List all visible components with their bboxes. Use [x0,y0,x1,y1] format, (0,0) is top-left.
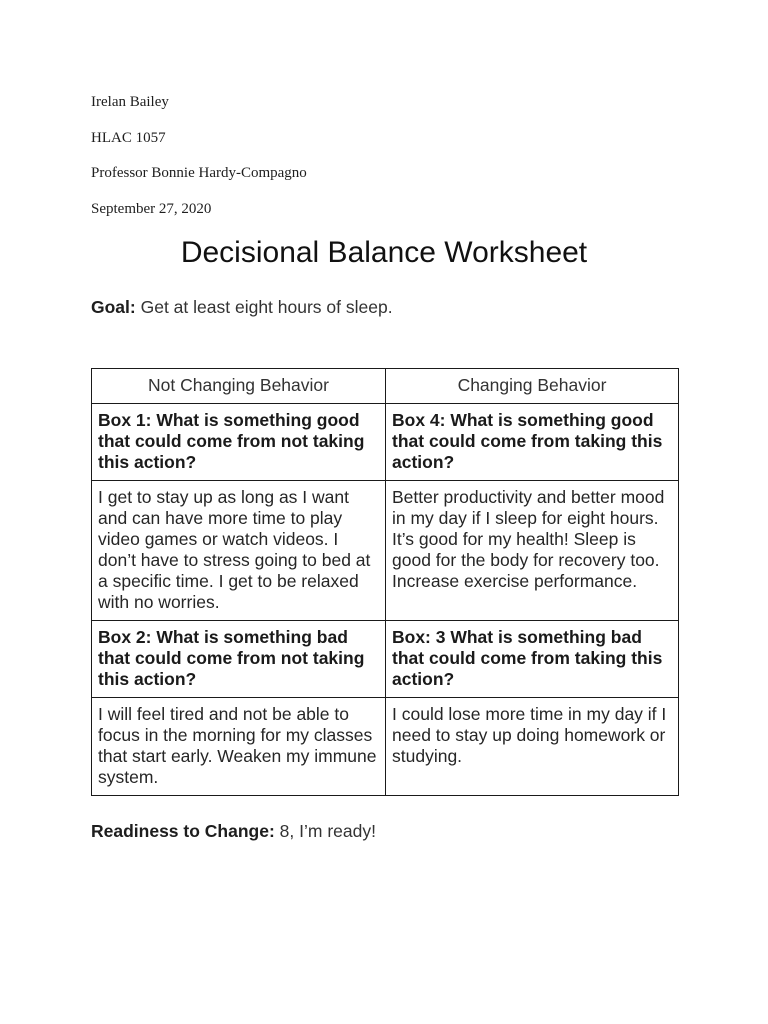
table-header-row [92,369,679,404]
column-header-not-changing: Not Changing Behavior [92,369,386,404]
readiness-text: 8, I’m ready! [279,821,376,841]
page-title: Decisional Balance Worksheet [180,236,588,269]
box2-question: Box 2: What is something bad that could come from not taking this action? [92,621,386,698]
professor-name: Professor Bonnie Hardy-Compagno [91,165,307,181]
table-row-bad-answers [92,698,679,796]
goal-text: Get at least eight hours of sleep. [140,297,393,317]
document-header [91,92,307,234]
table-row-bad-questions [92,621,679,698]
table-row-good-answers [92,481,679,621]
readiness-label: Readiness to Change: [91,821,275,841]
column-header-changing: Changing Behavior [386,369,679,404]
decisional-balance-table [91,368,679,796]
box4-question: Box 4: What is something good that could come from taking this action? [386,404,679,481]
box3-answer: I could lose more time in my day if I need to stay up doing homework or studying. [386,698,679,796]
course-code: HLAC 1057 [91,129,166,146]
goal-label: Goal: [91,297,136,317]
box1-question: Box 1: What is something good that could come from not taking this action? [92,404,386,481]
box4-answer: Better productivity and better mood in my day if I sleep for eight hours. It’s good for my health! Sleep is good for the body for recovery too. Increase exercise performance. [386,481,679,621]
box3-question: Box: 3 What is something bad that could come from taking this action? [386,621,679,698]
goal-line [91,297,393,318]
student-name: Irelan Bailey [91,94,169,110]
table-row-good-questions [92,404,679,481]
box2-answer: I will feel tired and not be able to focus in the morning for my classes that start early. Weaken my immune system. [92,698,386,796]
worksheet-section [91,368,678,842]
readiness-line [91,821,678,842]
box1-answer: I get to stay up as long as I want and can have more time to play video games or watch videos. I don’t have to stress going to bed at a specific time. I get to be relaxed with no worries. [92,481,386,621]
document-date: September 27, 2020 [91,200,212,217]
